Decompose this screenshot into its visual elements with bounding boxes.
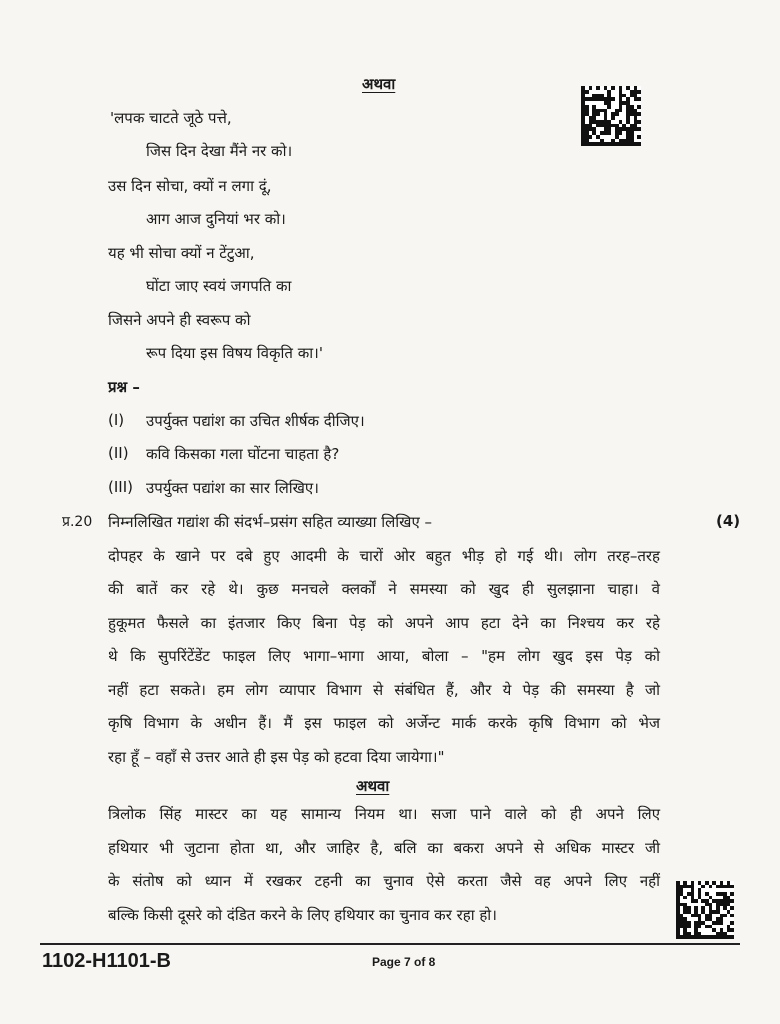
poem-line-4: आग आज दुनियां भर को। [146, 210, 286, 228]
poem-line-8: रूप दिया इस विषय विकृति का।' [146, 344, 323, 362]
alt-passage-line-2: हथियार भी जुटाना होता था, और जाहिर है, बलि का बकरा अपने से अधिक मास्टर जी [108, 839, 660, 857]
poem-line-2: जिस दिन देखा मैंने नर को। [146, 142, 293, 160]
alt-passage-line-1: त्रिलोक सिंह मास्टर का यह सामान्य नियम था। सजा पाने वाले को ही अपने लिए [108, 805, 660, 823]
question-text-1: उपर्युक्त पद्यांश का उचित शीर्षक दीजिए। [146, 412, 365, 430]
passage-line-2: की बातें कर रहे थे। कुछ मनचले क्लर्कों ने समस्या को खुद ही सुलझाना चाहा। वे [108, 580, 660, 598]
passage-line-4: थे कि सुपरिंटेंडेंट फाइल लिए भागा–भागा आया, बोला – "हम लोग खुद इस पेड़ को [108, 647, 660, 665]
poem-line-5: यह भी सोचा क्यों न टेंटुआ, [108, 244, 255, 262]
question-number: प्र.20 [62, 514, 93, 530]
question-text-3: उपर्युक्त पद्यांश का सार लिखिए। [146, 479, 319, 497]
qr-code-bottom [676, 881, 734, 939]
poem-line-3: उस दिन सोचा, क्यों न लगा दूं, [108, 177, 272, 195]
question-text-2: कवि किसका गला घोंटना चाहता है? [146, 445, 340, 463]
poem-line-1: 'लपक चाटते जूठे पत्ते, [110, 109, 232, 127]
questions-label: प्रश्न – [108, 378, 140, 396]
paper-code: 1102-H1101-B [42, 950, 171, 972]
passage-line-1: दोपहर के खाने पर दबे हुए आदमी के चारों ओर बहुत भीड़ हो गई थी। लोग तरह–तरह [108, 547, 660, 565]
question-num-3: (III) [108, 478, 133, 496]
passage-line-5: नहीं हटा सकते। हम लोग व्यापार विभाग से संबंधित हैं, और ये पेड़ की समस्या है जो [108, 681, 660, 699]
qr-code-top [581, 86, 641, 146]
poem-line-7: जिसने अपने ही स्वरूप को [108, 311, 251, 329]
footer-divider [40, 943, 740, 945]
question-num-2: (II) [108, 444, 129, 462]
passage-line-7: रहा हूँ – वहाँ से उत्तर आते ही इस पेड़ को हटवा दिया जायेगा।" [108, 748, 445, 766]
page-number: Page 7 of 8 [372, 955, 436, 969]
question-marks: (4) [716, 512, 741, 530]
alt-passage-line-4: बल्कि किसी दूसरे को दंडित करने के लिए हथियार का चुनाव कर रहा हो। [108, 906, 497, 924]
question-prompt: निम्नलिखित गद्यांश की संदर्भ–प्रसंग सहित व्याख्या लिखिए – [108, 513, 433, 531]
alt-passage-line-3: के संतोष को ध्यान में रखकर टहनी का चुनाव ऐसे करता जैसे वह अपने लिए नहीं [108, 872, 660, 890]
or-heading-bottom: अथवा [356, 777, 390, 795]
or-heading-top: अथवा [362, 75, 396, 93]
passage-line-3: हुकूमत फैसले का इंतजार किए बिना पेड़ को अपने आप हटा देने का निश्चय कर रहे [108, 614, 660, 632]
passage-line-6: कृषि विभाग के अधीन हैं। मैं इस फाइल को अर्जेन्ट मार्क करके कृषि विभाग को भेज [108, 714, 660, 732]
question-num-1: (I) [108, 411, 125, 429]
poem-line-6: घोंटा जाए स्वयं जगपति का [146, 277, 292, 295]
